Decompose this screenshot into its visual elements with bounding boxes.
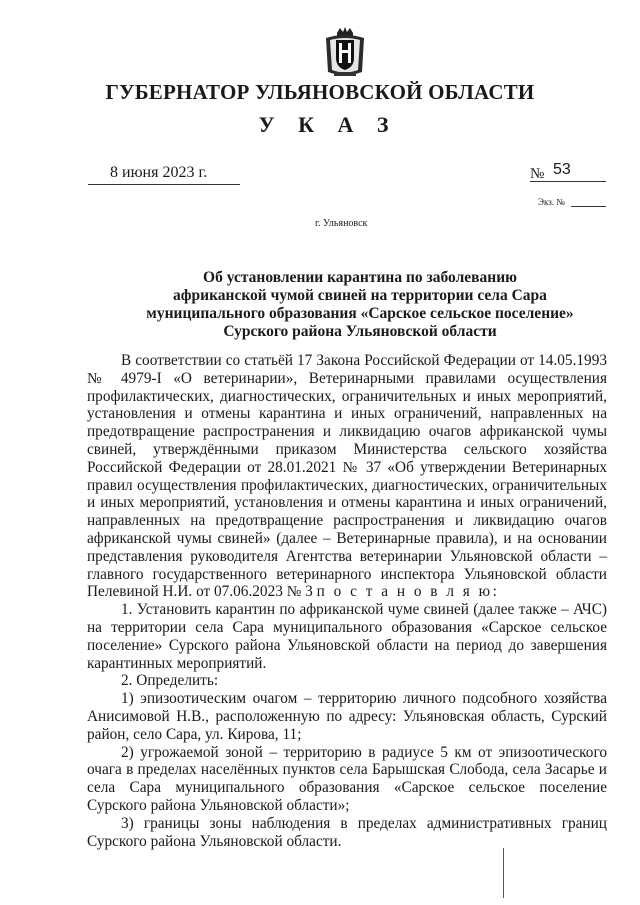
document-number: 53 [553,161,571,178]
decree-body [87,352,607,850]
number-underline [530,181,606,182]
document-type: У К А З [258,112,398,137]
preamble-text: В соответствии со статьёй 17 Закона Российской Федерации от 14.05.1993 № 4979-I «О ветеринарии», Ветеринарными правилами осуществления профилактических, диагностических, ограничительных и иных мероприятий, установления и отмены карантина и иных ограничений, направленных на предотвращение распространения и ликвидацию очагов африканской чумы свиней, утверждёнными приказом Министерства сельского хозяйства Российской Федерации от 28.01.2021 № 37 «Об утверждении Ветеринарных правил осуществления профилактических, диагностических, ограничительных и иных мероприятий, установления и отмены карантина и иных ограничений, направленных на предотвращение распространения и ликвидацию очагов африканской чумы свиней» (далее – Ветеринарные правила), и на основании представления руководителя Агентства ветеринарии Ульяновской области – главного государственного ветеринарного инспектора Ульяновской области Пелевиной Н.И. от 07.06.2023 № 3 [87,352,607,601]
document-date: 8 июня 2023 г. [110,164,208,181]
preamble-paragraph [87,352,607,601]
title-line: Сурского района Ульяновской области [223,323,497,340]
coat-of-arms-emblem [322,26,368,78]
list-item: 2. Определить: [121,672,219,690]
list-item: 2) угрожаемой зоной – территорию в радиусе 5 км от эпизоотического очага в пределах населённых пунктов села Барышская Слобода, села Засарье и села Сара муниципального образования «Сарское сельское поселение Сурского района Ульяновской области»; [87,743,607,814]
list-item: 3) границы зоны наблюдения в пределах административных границ Сурского района Ульяновской области. [87,814,607,850]
list-item: 1. Установить карантин по африканской чуме свиней (далее также – АЧС) на территории села Сара муниципального образования «Сарское сельское поселение» Сурского района Ульяновской области на период до завершения карантинных мероприятий. [87,601,607,672]
scan-artifact-line [503,848,504,898]
decree-title [0,269,640,341]
list-item: 1) эпизоотическим очагом – территорию личного подсобного хозяйства Анисимовой Н.В., расположенную по адресу: Ульяновская область, Сурский район, село Сара, ул. Кирова, 11; [87,690,607,743]
title-line: африканской чумой свиней на территории села Сара [173,287,547,304]
title-line: муниципального образования «Сарское сельское поселение» [146,305,574,322]
issuing-authority: ГУБЕРНАТОР УЛЬЯНОВСКОЙ ОБЛАСТИ [105,80,535,104]
number-sign: № [530,166,545,182]
date-underline [88,184,240,185]
copy-number-label: Экз. № [538,197,565,207]
copy-number-underline [571,206,606,207]
resolve-word: п о с т а н о в л я ю: [316,583,500,601]
city: г. Ульяновск [315,218,368,229]
title-line: Об установлении карантина по заболеванию [203,269,517,286]
